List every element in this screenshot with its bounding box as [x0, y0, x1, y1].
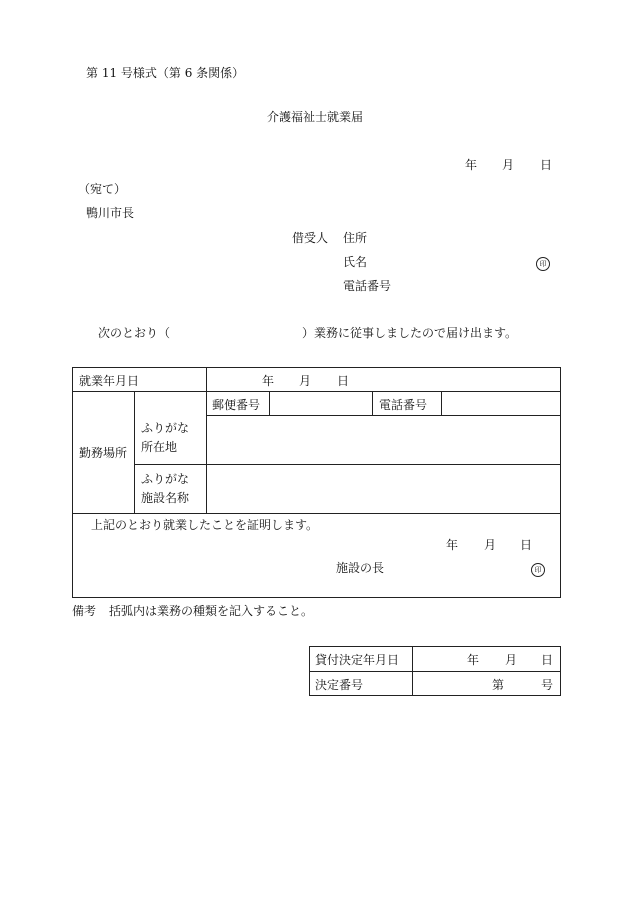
addressee: 鴨川市長 [86, 206, 135, 220]
table-divider [206, 367, 207, 513]
decision-number-label: 決定番号 [315, 678, 364, 692]
decision-number-suffix: 号 [541, 678, 554, 692]
certification-text: 上記のとおり就業したことを証明します。 [91, 518, 319, 532]
note-text: 括弧内は業務の種類を記入すること。 [109, 604, 314, 618]
decision-month: 月 [505, 653, 518, 667]
table-divider [441, 391, 442, 415]
facility-head-label: 施設の長 [336, 561, 385, 575]
addressee-prefix: （宛て） [78, 182, 127, 196]
borrower-label: 借受人 [292, 231, 329, 245]
postal-code-label: 郵便番号 [212, 398, 261, 412]
employment-day: 日 [337, 374, 350, 388]
form-number: 第 11 号様式（第 6 条関係） [86, 66, 245, 80]
table-divider [309, 671, 561, 672]
table-divider [269, 391, 270, 415]
table-divider [372, 391, 373, 415]
date-month-label: 月 [502, 158, 515, 172]
employment-year: 年 [262, 374, 275, 388]
date-day-label: 日 [540, 158, 553, 172]
date-year-label: 年 [465, 158, 478, 172]
table-divider [134, 391, 135, 513]
seal-icon: 印 [536, 255, 550, 271]
seal-icon: 印 [531, 561, 545, 577]
workplace-label: 勤務場所 [79, 446, 128, 460]
decision-day: 日 [541, 653, 554, 667]
table-divider [206, 415, 561, 416]
cert-month: 月 [484, 538, 497, 552]
employment-date-label: 就業年月日 [79, 374, 140, 388]
cert-day: 日 [520, 538, 533, 552]
statement-prefix: 次のとおり（ [98, 326, 171, 340]
facility-furigana: ふりがな [141, 472, 190, 486]
decision-year: 年 [467, 653, 480, 667]
table-divider [72, 513, 561, 514]
phone-label: 電話番号 [343, 279, 392, 293]
decision-number-prefix: 第 [492, 678, 505, 692]
workplace-phone-label: 電話番号 [379, 398, 428, 412]
document-title: 介護福祉士就業届 [267, 110, 364, 124]
name-label: 氏名 [343, 255, 368, 269]
employment-month: 月 [299, 374, 312, 388]
statement-suffix: ）業務に従事しましたので届け出ます。 [302, 326, 518, 340]
decision-date-label: 貸付決定年月日 [315, 653, 400, 667]
note-label: 備考 [72, 604, 97, 618]
address-label: 住所 [343, 231, 368, 245]
table-divider [412, 646, 413, 696]
table-divider [72, 391, 561, 392]
location-furigana: ふりがな [141, 421, 190, 435]
table-divider [134, 464, 561, 465]
location-label: 所在地 [141, 440, 178, 454]
cert-year: 年 [446, 538, 459, 552]
facility-name-label: 施設名称 [141, 491, 190, 505]
